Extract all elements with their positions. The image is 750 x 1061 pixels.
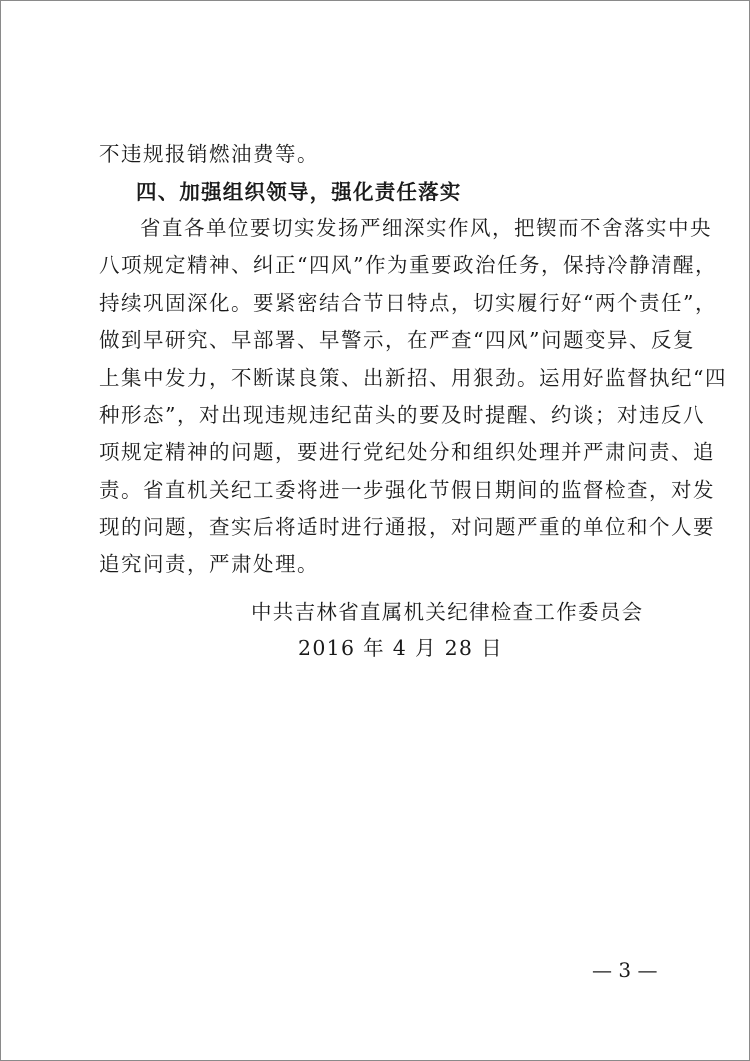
paragraph-line: 八项规定精神、纠正“四风”作为重要政治任务，保持冷静清醒， <box>99 253 717 277</box>
paragraph-line: 省直各单位要切实发扬严细深实作风，把锲而不舍落实中央 <box>140 216 712 240</box>
paragraph-line: 上集中发力，不断谋良策、出新招、用狠劲。运用好监督执纪“四 <box>99 366 727 390</box>
paragraph-line: 种形态”，对出现违规违纪苗头的要及时提醒、约谈；对违反八 <box>99 403 705 427</box>
continuation-line: 不违规报销燃油费等。 <box>99 142 319 166</box>
signature-date: 2016 年 4 月 28 日 <box>298 636 503 660</box>
paragraph-line: 做到早研究、早部署、早警示，在严查“四风”问题变异、反复 <box>99 328 695 352</box>
paragraph-line: 项规定精神的问题，要进行党纪处分和组织处理并严肃问责、追 <box>99 440 715 464</box>
paragraph-line: 现的问题，查实后将适时进行通报，对问题严重的单位和个人要 <box>99 515 715 539</box>
paragraph-line: 追究问责，严肃处理。 <box>99 552 319 576</box>
paragraph-line: 持续巩固深化。要紧密结合节日特点，切实履行好“两个责任”， <box>99 291 717 315</box>
paragraph-line: 责。省直机关纪工委将进一步强化节假日期间的监督检查，对发 <box>99 478 715 502</box>
page-number: — 3 — <box>592 958 658 982</box>
section-heading: 四、加强组织领导，强化责任落实 <box>136 180 462 204</box>
signature-organization: 中共吉林省直属机关纪律检查工作委员会 <box>251 600 644 624</box>
